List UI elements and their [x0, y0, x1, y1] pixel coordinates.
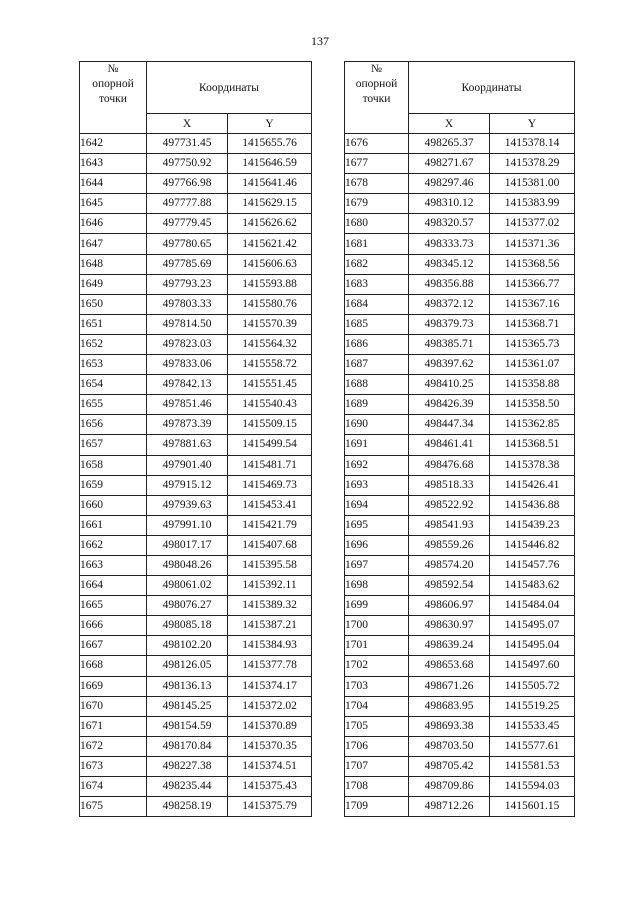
table-row: [80, 636, 312, 656]
y-coordinate-cell: 1415505.72: [490, 676, 575, 696]
y-coordinate-cell: 1415533.45: [490, 716, 575, 736]
y-coordinate-cell: 1415362.85: [490, 415, 575, 435]
point-number-cell: 1686: [345, 334, 409, 354]
x-coordinate-cell: 498126.05: [147, 656, 228, 676]
point-number-cell: 1673: [80, 756, 147, 776]
table-row: [80, 716, 312, 736]
table-row: [345, 334, 575, 354]
x-coordinate-cell: 498017.17: [147, 535, 228, 555]
point-number-cell: 1670: [80, 696, 147, 716]
point-number-cell: 1708: [345, 777, 409, 797]
table-row: [345, 355, 575, 375]
table-row: [345, 294, 575, 314]
x-coordinate-cell: 497803.33: [147, 294, 228, 314]
y-coordinate-cell: 1415497.60: [490, 656, 575, 676]
table-row: [80, 154, 312, 174]
y-coordinate-cell: 1415421.79: [228, 515, 312, 535]
y-coordinate-cell: 1415358.88: [490, 375, 575, 395]
point-number-cell: 1662: [80, 535, 147, 555]
table-row: [345, 555, 575, 575]
point-number-cell: 1643: [80, 154, 147, 174]
table-row: [345, 535, 575, 555]
table-row: [80, 756, 312, 776]
y-coordinate-cell: 1415389.32: [228, 596, 312, 616]
table-row: [80, 576, 312, 596]
x-coordinate-cell: 498170.84: [147, 736, 228, 756]
x-coordinate-cell: 498333.73: [409, 234, 490, 254]
y-coordinate-cell: 1415378.29: [490, 154, 575, 174]
table-row: [80, 274, 312, 294]
coordinates-header: Координаты: [409, 62, 575, 114]
y-coordinate-cell: 1415368.71: [490, 314, 575, 334]
table-row: [345, 234, 575, 254]
point-number-cell: 1705: [345, 716, 409, 736]
table-row: [80, 435, 312, 455]
x-coordinate-cell: 497814.50: [147, 314, 228, 334]
table-row: [345, 435, 575, 455]
table-row: [80, 314, 312, 334]
point-number-cell: 1687: [345, 355, 409, 375]
x-coordinate-cell: 497793.23: [147, 274, 228, 294]
table-row: [80, 254, 312, 274]
point-number-header-line: точки: [362, 93, 391, 105]
y-coordinate-cell: 1415384.93: [228, 636, 312, 656]
y-coordinate-cell: 1415469.73: [228, 475, 312, 495]
x-header: X: [147, 114, 228, 134]
x-coordinate-cell: 498310.12: [409, 194, 490, 214]
table-row: [80, 495, 312, 515]
y-coordinate-cell: 1415392.11: [228, 576, 312, 596]
table-row: [345, 314, 575, 334]
y-coordinate-cell: 1415371.36: [490, 234, 575, 254]
x-coordinate-cell: 498227.38: [147, 756, 228, 776]
x-coordinate-cell: 498265.37: [409, 134, 490, 154]
point-number-cell: 1669: [80, 676, 147, 696]
y-coordinate-cell: 1415457.76: [490, 555, 575, 575]
y-coordinate-cell: 1415374.17: [228, 676, 312, 696]
table-row: [345, 274, 575, 294]
table-row: [80, 234, 312, 254]
x-coordinate-cell: 497881.63: [147, 435, 228, 455]
x-coordinate-cell: 498145.25: [147, 696, 228, 716]
table-row: [80, 334, 312, 354]
y-coordinate-cell: 1415621.42: [228, 234, 312, 254]
x-coordinate-cell: 497823.03: [147, 334, 228, 354]
y-coordinate-cell: 1415577.61: [490, 736, 575, 756]
y-coordinate-cell: 1415387.21: [228, 616, 312, 636]
y-coordinate-cell: 1415570.39: [228, 314, 312, 334]
point-number-cell: 1692: [345, 455, 409, 475]
y-coordinate-cell: 1415629.15: [228, 194, 312, 214]
point-number-cell: 1648: [80, 254, 147, 274]
table-row: [80, 415, 312, 435]
y-coordinate-cell: 1415407.68: [228, 535, 312, 555]
x-coordinate-cell: 498630.97: [409, 616, 490, 636]
point-number-header: [345, 62, 409, 134]
x-coordinate-cell: 498559.26: [409, 535, 490, 555]
point-number-cell: 1646: [80, 214, 147, 234]
x-coordinate-cell: 497731.45: [147, 134, 228, 154]
y-coordinate-cell: 1415426.41: [490, 475, 575, 495]
x-coordinate-cell: 498476.68: [409, 455, 490, 475]
point-number-header: [80, 62, 147, 134]
x-coordinate-cell: 497777.88: [147, 194, 228, 214]
coordinates-header: Координаты: [147, 62, 312, 114]
point-number-cell: 1689: [345, 395, 409, 415]
point-number-cell: 1666: [80, 616, 147, 636]
x-coordinate-cell: 498356.88: [409, 274, 490, 294]
table-row: [345, 154, 575, 174]
y-coordinate-cell: 1415580.76: [228, 294, 312, 314]
table-row: [345, 455, 575, 475]
x-coordinate-cell: 497750.92: [147, 154, 228, 174]
point-number-cell: 1707: [345, 756, 409, 776]
x-coordinate-cell: 498683.95: [409, 696, 490, 716]
y-coordinate-cell: 1415655.76: [228, 134, 312, 154]
point-number-cell: 1653: [80, 355, 147, 375]
x-coordinate-cell: 498541.93: [409, 515, 490, 535]
table-row: [345, 214, 575, 234]
x-coordinate-cell: 497991.10: [147, 515, 228, 535]
y-coordinate-cell: 1415381.00: [490, 174, 575, 194]
x-coordinate-cell: 497873.39: [147, 415, 228, 435]
point-number-cell: 1676: [345, 134, 409, 154]
point-number-cell: 1660: [80, 495, 147, 515]
x-coordinate-cell: 498297.46: [409, 174, 490, 194]
y-coordinate-cell: 1415509.15: [228, 415, 312, 435]
point-number-cell: 1642: [80, 134, 147, 154]
y-coordinate-cell: 1415372.02: [228, 696, 312, 716]
table-row: [345, 797, 575, 817]
y-coordinate-cell: 1415540.43: [228, 395, 312, 415]
x-coordinate-cell: 498102.20: [147, 636, 228, 656]
table-row: [345, 134, 575, 154]
x-coordinate-cell: 498461.41: [409, 435, 490, 455]
y-coordinate-cell: 1415446.82: [490, 535, 575, 555]
table-row: [345, 716, 575, 736]
table-row: [345, 254, 575, 274]
y-coordinate-cell: 1415453.41: [228, 495, 312, 515]
table-row: [80, 174, 312, 194]
table-row: [345, 475, 575, 495]
table-row: [80, 616, 312, 636]
point-number-cell: 1702: [345, 656, 409, 676]
x-coordinate-cell: 498705.42: [409, 756, 490, 776]
point-number-cell: 1672: [80, 736, 147, 756]
y-coordinate-cell: 1415519.25: [490, 696, 575, 716]
point-number-cell: 1691: [345, 435, 409, 455]
point-number-cell: 1698: [345, 576, 409, 596]
table-row: [345, 616, 575, 636]
y-coordinate-cell: 1415581.53: [490, 756, 575, 776]
x-coordinate-cell: 498385.71: [409, 334, 490, 354]
x-coordinate-cell: 497766.98: [147, 174, 228, 194]
table-row: [345, 515, 575, 535]
y-coordinate-cell: 1415558.72: [228, 355, 312, 375]
table-row: [80, 656, 312, 676]
page-number: 137: [311, 34, 329, 48]
table-body-right: [345, 134, 575, 817]
point-number-header-line: опорной: [355, 78, 398, 90]
y-coordinate-cell: 1415593.88: [228, 274, 312, 294]
point-number-cell: 1681: [345, 234, 409, 254]
y-coordinate-cell: 1415368.56: [490, 254, 575, 274]
table-row: [345, 756, 575, 776]
table-row: [80, 777, 312, 797]
point-number-cell: 1704: [345, 696, 409, 716]
y-coordinate-cell: 1415626.62: [228, 214, 312, 234]
point-number-cell: 1652: [80, 334, 147, 354]
y-coordinate-cell: 1415368.51: [490, 435, 575, 455]
table-row: [345, 395, 575, 415]
table-row: [345, 495, 575, 515]
point-number-cell: 1706: [345, 736, 409, 756]
point-number-cell: 1659: [80, 475, 147, 495]
y-coordinate-cell: 1415377.78: [228, 656, 312, 676]
point-number-cell: 1703: [345, 676, 409, 696]
point-number-cell: 1678: [345, 174, 409, 194]
table-row: [80, 555, 312, 575]
point-number-cell: 1667: [80, 636, 147, 656]
y-coordinate-cell: 1415495.07: [490, 616, 575, 636]
point-number-cell: 1699: [345, 596, 409, 616]
table-row: [345, 375, 575, 395]
table-row: [80, 736, 312, 756]
x-coordinate-cell: 497842.13: [147, 375, 228, 395]
y-coordinate-cell: 1415378.38: [490, 455, 575, 475]
table-row: [80, 797, 312, 817]
x-coordinate-cell: 498136.13: [147, 676, 228, 696]
point-number-cell: 1677: [345, 154, 409, 174]
x-coordinate-cell: 498703.50: [409, 736, 490, 756]
y-coordinate-cell: 1415641.46: [228, 174, 312, 194]
x-coordinate-cell: 498320.57: [409, 214, 490, 234]
table-row: [345, 174, 575, 194]
x-coordinate-cell: 498061.02: [147, 576, 228, 596]
point-number-cell: 1663: [80, 555, 147, 575]
point-number-header-line: №: [107, 63, 119, 75]
x-coordinate-cell: 498410.25: [409, 375, 490, 395]
point-number-header-line: №: [371, 63, 382, 75]
point-number-cell: 1644: [80, 174, 147, 194]
point-number-cell: 1671: [80, 716, 147, 736]
point-number-cell: 1658: [80, 455, 147, 475]
table-row: [80, 395, 312, 415]
point-number-cell: 1694: [345, 495, 409, 515]
point-number-cell: 1701: [345, 636, 409, 656]
y-coordinate-cell: 1415594.03: [490, 777, 575, 797]
x-coordinate-cell: 498709.86: [409, 777, 490, 797]
y-coordinate-cell: 1415646.59: [228, 154, 312, 174]
y-coordinate-cell: 1415564.32: [228, 334, 312, 354]
x-coordinate-cell: 497785.69: [147, 254, 228, 274]
x-coordinate-cell: 498518.33: [409, 475, 490, 495]
point-number-cell: 1684: [345, 294, 409, 314]
coordinates-table-right: [344, 61, 575, 817]
point-number-cell: 1651: [80, 314, 147, 334]
y-header: Y: [490, 114, 575, 134]
y-coordinate-cell: 1415361.07: [490, 355, 575, 375]
point-number-header-line: опорной: [92, 78, 134, 90]
table-row: [80, 194, 312, 214]
table-row: [345, 576, 575, 596]
x-coordinate-cell: 498379.73: [409, 314, 490, 334]
point-number-cell: 1696: [345, 535, 409, 555]
table-row: [345, 736, 575, 756]
x-coordinate-cell: 498235.44: [147, 777, 228, 797]
table-row: [80, 455, 312, 475]
point-number-cell: 1668: [80, 656, 147, 676]
y-coordinate-cell: 1415484.04: [490, 596, 575, 616]
table-row: [80, 596, 312, 616]
table-body-left: [80, 134, 312, 817]
point-number-cell: 1709: [345, 797, 409, 817]
table-row: [345, 696, 575, 716]
y-coordinate-cell: 1415378.14: [490, 134, 575, 154]
x-coordinate-cell: 498522.92: [409, 495, 490, 515]
x-coordinate-cell: 498653.68: [409, 656, 490, 676]
table-row: [345, 777, 575, 797]
point-number-cell: 1693: [345, 475, 409, 495]
point-number-cell: 1695: [345, 515, 409, 535]
x-coordinate-cell: 497779.45: [147, 214, 228, 234]
table-row: [80, 515, 312, 535]
point-number-cell: 1664: [80, 576, 147, 596]
point-number-cell: 1690: [345, 415, 409, 435]
y-coordinate-cell: 1415367.16: [490, 294, 575, 314]
y-coordinate-cell: 1415606.63: [228, 254, 312, 274]
table-row: [345, 656, 575, 676]
point-number-cell: 1675: [80, 797, 147, 817]
point-number-cell: 1679: [345, 194, 409, 214]
x-coordinate-cell: 498671.26: [409, 676, 490, 696]
y-coordinate-cell: 1415601.15: [490, 797, 575, 817]
point-number-cell: 1680: [345, 214, 409, 234]
y-coordinate-cell: 1415370.89: [228, 716, 312, 736]
y-coordinate-cell: 1415366.77: [490, 274, 575, 294]
y-header: Y: [228, 114, 312, 134]
point-number-cell: 1682: [345, 254, 409, 274]
y-coordinate-cell: 1415495.04: [490, 636, 575, 656]
x-coordinate-cell: 498372.12: [409, 294, 490, 314]
point-number-cell: 1654: [80, 375, 147, 395]
point-number-cell: 1650: [80, 294, 147, 314]
y-coordinate-cell: 1415374.51: [228, 756, 312, 776]
x-coordinate-cell: 498345.12: [409, 254, 490, 274]
table-row: [80, 535, 312, 555]
y-coordinate-cell: 1415499.54: [228, 435, 312, 455]
x-coordinate-cell: 498258.19: [147, 797, 228, 817]
point-number-cell: 1657: [80, 435, 147, 455]
x-coordinate-cell: 498447.34: [409, 415, 490, 435]
point-number-cell: 1700: [345, 616, 409, 636]
y-coordinate-cell: 1415358.50: [490, 395, 575, 415]
table-row: [80, 475, 312, 495]
table-row: [80, 214, 312, 234]
y-coordinate-cell: 1415436.88: [490, 495, 575, 515]
y-coordinate-cell: 1415383.99: [490, 194, 575, 214]
x-coordinate-cell: 498574.20: [409, 555, 490, 575]
y-coordinate-cell: 1415395.58: [228, 555, 312, 575]
x-coordinate-cell: 498271.67: [409, 154, 490, 174]
point-number-cell: 1665: [80, 596, 147, 616]
point-number-cell: 1697: [345, 555, 409, 575]
x-coordinate-cell: 498426.39: [409, 395, 490, 415]
x-coordinate-cell: 498606.97: [409, 596, 490, 616]
x-coordinate-cell: 497851.46: [147, 395, 228, 415]
x-coordinate-cell: 498693.38: [409, 716, 490, 736]
x-coordinate-cell: 497901.40: [147, 455, 228, 475]
x-coordinate-cell: 497915.12: [147, 475, 228, 495]
point-number-cell: 1655: [80, 395, 147, 415]
point-number-cell: 1683: [345, 274, 409, 294]
y-coordinate-cell: 1415365.73: [490, 334, 575, 354]
x-header: X: [409, 114, 490, 134]
table-row: [345, 636, 575, 656]
x-coordinate-cell: 497780.65: [147, 234, 228, 254]
table-row: [80, 134, 312, 154]
y-coordinate-cell: 1415551.45: [228, 375, 312, 395]
point-number-cell: 1649: [80, 274, 147, 294]
y-coordinate-cell: 1415481.71: [228, 455, 312, 475]
point-number-cell: 1647: [80, 234, 147, 254]
y-coordinate-cell: 1415377.02: [490, 214, 575, 234]
y-coordinate-cell: 1415439.23: [490, 515, 575, 535]
x-coordinate-cell: 498154.59: [147, 716, 228, 736]
table-row: [80, 375, 312, 395]
x-coordinate-cell: 498048.26: [147, 555, 228, 575]
y-coordinate-cell: 1415370.35: [228, 736, 312, 756]
y-coordinate-cell: 1415375.79: [228, 797, 312, 817]
x-coordinate-cell: 497833.06: [147, 355, 228, 375]
table-row: [345, 596, 575, 616]
x-coordinate-cell: 497939.63: [147, 495, 228, 515]
table-row: [80, 696, 312, 716]
y-coordinate-cell: 1415375.43: [228, 777, 312, 797]
point-number-header-line: точки: [99, 93, 127, 105]
x-coordinate-cell: 498712.26: [409, 797, 490, 817]
point-number-cell: 1688: [345, 375, 409, 395]
table-row: [345, 194, 575, 214]
table-row: [80, 294, 312, 314]
table-row: [80, 355, 312, 375]
x-coordinate-cell: 498397.62: [409, 355, 490, 375]
point-number-cell: 1645: [80, 194, 147, 214]
coordinates-table-left: [79, 61, 312, 817]
table-row: [80, 676, 312, 696]
point-number-cell: 1656: [80, 415, 147, 435]
x-coordinate-cell: 498639.24: [409, 636, 490, 656]
point-number-cell: 1661: [80, 515, 147, 535]
table-row: [345, 676, 575, 696]
point-number-cell: 1674: [80, 777, 147, 797]
x-coordinate-cell: 498592.54: [409, 576, 490, 596]
x-coordinate-cell: 498085.18: [147, 616, 228, 636]
y-coordinate-cell: 1415483.62: [490, 576, 575, 596]
x-coordinate-cell: 498076.27: [147, 596, 228, 616]
point-number-cell: 1685: [345, 314, 409, 334]
table-row: [345, 415, 575, 435]
